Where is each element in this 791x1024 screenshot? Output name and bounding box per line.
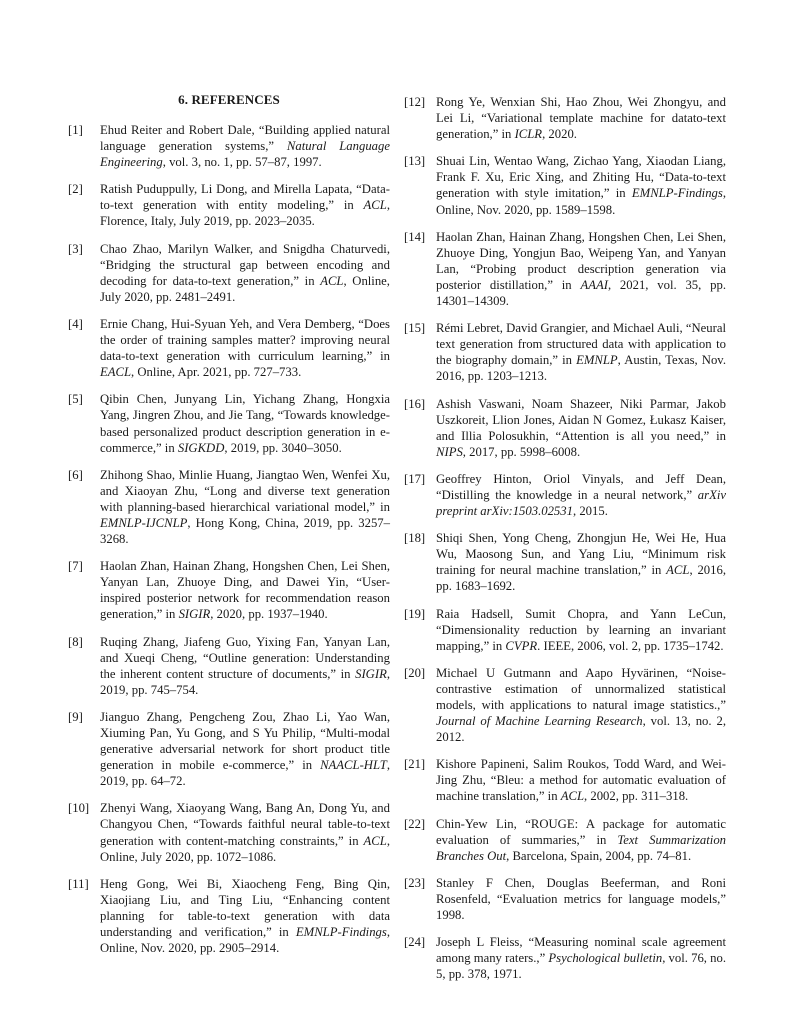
reference-entry bbox=[404, 153, 726, 217]
reference-entry bbox=[68, 709, 390, 789]
reference-entry bbox=[68, 558, 390, 622]
reference-venue: NIPS bbox=[436, 444, 463, 459]
reference-number: [2] bbox=[68, 182, 83, 197]
reference-text bbox=[100, 558, 390, 622]
reference-number: [12] bbox=[404, 95, 426, 109]
reference-entry bbox=[68, 634, 390, 698]
reference-entry bbox=[68, 391, 390, 455]
reference-details: , 2020. bbox=[542, 127, 577, 142]
reference-text bbox=[436, 320, 726, 384]
reference-citation: Michael U Gutmann and Aapo Hyvärinen, “Noise-contrastive estimation of unnormalized statistical models, with applications to natural image statistics.,” bbox=[436, 665, 726, 712]
reference-entry bbox=[404, 756, 726, 804]
reference-citation: Ashish Vaswani, Noam Shazeer, Niki Parmar, Jakob Uszkoreit, Llion Jones, Aidan N Gomez, Łukasz Kaiser, and Illia Polosukhin, “Attention is all you need,” in bbox=[436, 396, 726, 443]
reference-citation: Shuai Lin, Wentao Wang, Zichao Yang, Xiaodan Liang, Frank F. Xu, Eric Xing, and Zhiting Hu, “Data-to-text generation with style imitation,” in bbox=[436, 154, 726, 201]
reference-citation: Zhihong Shao, Minlie Huang, Jiangtao Wen, Wenfei Xu, and Xiaoyan Zhu, “Long and diverse text generation with planning-based hierarchical variational model,” in bbox=[100, 467, 390, 514]
reference-details: , Online, July 2020, pp. 2481–2491. bbox=[100, 273, 390, 304]
reference-venue: ACL bbox=[320, 273, 344, 288]
reference-venue: Natural Language Engineering bbox=[100, 139, 390, 170]
reference-entry bbox=[404, 530, 726, 594]
reference-citation: Ruqing Zhang, Jiafeng Guo, Yixing Fan, Yanyan Lan, and Xueqi Cheng, “Outline generation: Understanding the inherent content structure of documents,” in bbox=[100, 634, 390, 681]
reference-venue: NAACL-HLT bbox=[320, 758, 387, 773]
reference-text bbox=[436, 756, 726, 804]
reference-number: [1] bbox=[68, 123, 83, 137]
reference-number: [11] bbox=[68, 876, 89, 891]
reference-list-left bbox=[68, 122, 390, 956]
reference-venue: Text Summarization Branches Out bbox=[436, 832, 727, 863]
reference-number: [15] bbox=[404, 321, 426, 336]
reference-venue: arXiv preprint arXiv:1503.02531 bbox=[436, 487, 726, 519]
reference-details: , Online, Nov. 2020, pp. 2905–2914. bbox=[100, 925, 390, 956]
reference-entry bbox=[68, 876, 390, 956]
reference-text bbox=[436, 606, 726, 654]
reference-details: , 2020, pp. 1937–1940. bbox=[210, 607, 328, 622]
reference-citation: Haolan Zhan, Hainan Zhang, Hongshen Chen, Lei Shen, Yanyan Lan, Zhuoye Ding, and Dawei Yin, “User-inspired posterior network for recommendation reason generation,” in bbox=[100, 559, 390, 622]
reference-citation: Haolan Zhan, Hainan Zhang, Hongshen Chen, Lei Shen, Zhuoye Ding, Yongjun Bao, Weipeng Yan, and Yanyan Lan, “Probing product description generation via posterior distillation,” in bbox=[436, 229, 726, 292]
reference-text bbox=[436, 665, 726, 745]
reference-text bbox=[100, 241, 390, 305]
reference-details: , vol. 76, no. 5, pp. 378, 1971. bbox=[436, 951, 726, 982]
reference-details: , 2015. bbox=[572, 504, 608, 519]
reference-citation: Ernie Chang, Hui-Syuan Yeh, and Vera Demberg, “Does the order of training samples matter? improving neural data-to-text generation with curriculum learning,” in bbox=[100, 316, 390, 364]
reference-text bbox=[100, 467, 390, 547]
reference-details: , 2019, pp. 64–72. bbox=[100, 758, 390, 789]
reference-number: [19] bbox=[404, 606, 426, 621]
reference-entry bbox=[404, 816, 726, 864]
reference-details: , Online, Apr. 2021, pp. 727–733. bbox=[131, 365, 302, 380]
reference-number: [6] bbox=[68, 467, 83, 482]
reference-citation: Heng Gong, Wei Bi, Xiaocheng Feng, Bing Qin, Xiaojiang Liu, and Ting Liu, “Enhancing content planning for table-to-text generation with data understanding and verification,” in bbox=[100, 876, 390, 940]
reference-number: [3] bbox=[68, 241, 83, 256]
reference-details: , vol. 13, no. 2, 2012. bbox=[436, 714, 726, 745]
reference-text bbox=[100, 876, 390, 956]
reference-details: , 2021, vol. 35, pp. 14301–14309. bbox=[436, 277, 726, 309]
reference-details: . IEEE, 2006, vol. 2, pp. 1735–1742. bbox=[537, 638, 724, 653]
reference-entry bbox=[404, 934, 726, 982]
reference-entry bbox=[404, 665, 726, 745]
reference-entry bbox=[68, 800, 390, 864]
reference-text bbox=[436, 816, 726, 864]
reference-venue: EMNLP-IJCNLP bbox=[100, 515, 188, 530]
reference-details: , Online, Nov. 2020, pp. 1589–1598. bbox=[436, 186, 726, 217]
reference-number: [22] bbox=[404, 816, 426, 831]
reference-venue: EMNLP-Findings bbox=[295, 925, 387, 940]
reference-venue: ACL bbox=[560, 789, 585, 804]
reference-venue: SIGKDD bbox=[177, 440, 225, 455]
reference-entry bbox=[404, 606, 726, 654]
reference-details: , Barcelona, Spain, 2004, pp. 74–81. bbox=[506, 848, 692, 863]
reference-venue: EACL bbox=[100, 365, 132, 380]
reference-text bbox=[436, 229, 726, 309]
reference-citation: Shiqi Shen, Yong Cheng, Zhongjun He, Wei He, Hua Wu, Maosong Sun, and Yang Liu, “Minimum risk training for neural machine translation,” in bbox=[436, 531, 726, 578]
reference-citation: Jianguo Zhang, Pengcheng Zou, Zhao Li, Yao Wan, Xiuming Pan, Yu Gong, and S Yu Philip, “Multi-modal generative adversarial network for short product title generation in mobile e-commerce,” in bbox=[100, 709, 390, 773]
reference-text bbox=[100, 181, 390, 229]
reference-citation: Rong Ye, Wenxian Shi, Hao Zhou, Wei Zhongyu, and Lei Li, “Variational template machine for datato-text generation,” in bbox=[436, 95, 726, 142]
right-column bbox=[404, 94, 726, 982]
reference-citation: Chin-Yew Lin, “ROUGE: A package for automatic evaluation of summaries,” in bbox=[436, 816, 726, 847]
reference-citation: Joseph L Fleiss, “Measuring nominal scale agreement among many raters.,” bbox=[436, 935, 726, 966]
reference-citation: Zhenyi Wang, Xiaoyang Wang, Bang An, Dong Yu, and Changyou Chen, “Towards faithful neural table-to-text generation with content-matching constraints,” in bbox=[100, 801, 390, 848]
reference-entry bbox=[68, 181, 390, 229]
reference-details: , 2019, pp. 745–754. bbox=[100, 666, 390, 697]
reference-citation: Ehud Reiter and Robert Dale, “Building applied natural language generation systems,” bbox=[100, 123, 390, 154]
reference-details: , 2016, pp. 1683–1692. bbox=[436, 563, 726, 594]
reference-number: [21] bbox=[404, 757, 426, 772]
reference-details: , Online, July 2020, pp. 1072–1086. bbox=[100, 833, 390, 864]
reference-text bbox=[436, 153, 726, 217]
reference-citation: Chao Zhao, Marilyn Walker, and Snigdha Chaturvedi, “Bridging the structural gap between encoding and decoding for data-to-text generation,” in bbox=[100, 241, 390, 288]
reference-number: [20] bbox=[404, 665, 426, 680]
reference-number: [23] bbox=[404, 875, 426, 890]
left-column bbox=[68, 92, 390, 956]
reference-text bbox=[436, 934, 726, 982]
reference-entry bbox=[68, 316, 390, 380]
reference-citation: Qibin Chen, Junyang Lin, Yichang Zhang, Hongxia Yang, Jingren Zhou, and Jie Tang, “Towards knowledge-based personalized product description generation in e-commerce,” in bbox=[100, 392, 390, 455]
reference-venue: ACL bbox=[666, 563, 690, 578]
reference-details: , 2002, pp. 311–318. bbox=[584, 789, 689, 804]
reference-venue: EMNLP bbox=[576, 353, 618, 368]
reference-text bbox=[100, 709, 390, 789]
reference-text bbox=[100, 800, 390, 864]
reference-entry bbox=[404, 320, 726, 384]
reference-details: , vol. 3, no. 1, pp. 57–87, 1997. bbox=[162, 155, 322, 170]
section-heading: 6. REFERENCES bbox=[178, 92, 280, 107]
reference-text bbox=[100, 122, 390, 170]
reference-number: [5] bbox=[68, 392, 83, 407]
reference-venue: SIGIR bbox=[178, 607, 211, 622]
reference-text bbox=[100, 316, 390, 380]
reference-text bbox=[436, 530, 726, 594]
reference-entry bbox=[404, 396, 726, 460]
reference-number: [4] bbox=[68, 316, 83, 331]
reference-venue: AAAI bbox=[580, 277, 608, 292]
reference-number: [16] bbox=[404, 396, 426, 411]
reference-text bbox=[100, 391, 390, 455]
reference-citation: Ratish Puduppully, Li Dong, and Mirella Lapata, “Data-to-text generation with entity modeling,” in bbox=[100, 182, 390, 213]
reference-details: , Florence, Italy, July 2019, pp. 2023–2035. bbox=[100, 198, 390, 229]
reference-number: [18] bbox=[404, 531, 426, 546]
reference-details: , 2019, pp. 3040–3050. bbox=[224, 440, 342, 455]
reference-entry bbox=[68, 467, 390, 547]
reference-number: [8] bbox=[68, 634, 83, 649]
reference-details: , 2017, pp. 5998–6008. bbox=[462, 444, 581, 459]
reference-entry bbox=[68, 241, 390, 305]
reference-number: [10] bbox=[68, 801, 90, 816]
reference-text bbox=[436, 471, 726, 519]
reference-entry bbox=[68, 122, 390, 170]
reference-number: [13] bbox=[404, 154, 426, 169]
reference-text bbox=[436, 396, 726, 460]
reference-venue: Psychological bulletin bbox=[548, 951, 663, 966]
reference-text bbox=[436, 94, 726, 142]
reference-entry bbox=[404, 94, 726, 142]
reference-venue: Journal of Machine Learning Research bbox=[436, 714, 643, 729]
reference-citation: Geoffrey Hinton, Oriol Vinyals, and Jeff Dean, “Distilling the knowledge in a neural network,” bbox=[436, 471, 726, 502]
reference-details: , Hong Kong, China, 2019, pp. 3257–3268. bbox=[100, 515, 390, 547]
reference-venue: ACL bbox=[363, 833, 387, 848]
reference-list-right bbox=[404, 94, 726, 982]
reference-venue: ACL bbox=[363, 198, 387, 213]
reference-citation: Rémi Lebret, David Grangier, and Michael Auli, “Neural text generation from structured data with application to the biography domain,” in bbox=[436, 321, 726, 368]
reference-entry bbox=[404, 875, 726, 923]
reference-venue: CVPR bbox=[505, 638, 538, 653]
reference-number: [9] bbox=[68, 709, 83, 724]
reference-citation: Raia Hadsell, Sumit Chopra, and Yann LeCun, “Dimensionality reduction by learning an invariant mapping,” in bbox=[436, 606, 726, 653]
reference-details: , Austin, Texas, Nov. 2016, pp. 1203–1213. bbox=[436, 353, 726, 384]
reference-entry bbox=[404, 229, 726, 309]
reference-citation: Stanley F Chen, Douglas Beeferman, and Roni Rosenfeld, “Evaluation metrics for language models,” 1998. bbox=[436, 875, 726, 923]
reference-number: [7] bbox=[68, 559, 83, 574]
reference-text bbox=[100, 634, 390, 698]
reference-number: [17] bbox=[404, 471, 426, 486]
reference-number: [24] bbox=[404, 935, 426, 950]
reference-venue: SIGIR bbox=[355, 666, 387, 681]
reference-entry bbox=[404, 471, 726, 519]
reference-citation: Kishore Papineni, Salim Roukos, Todd Ward, and Wei-Jing Zhu, “Bleu: a method for automatic evaluation of machine translation,” in bbox=[436, 757, 726, 804]
reference-text bbox=[436, 875, 726, 923]
reference-number: [14] bbox=[404, 229, 426, 244]
reference-venue: ICLR bbox=[514, 127, 543, 142]
reference-venue: EMNLP-Findings bbox=[631, 186, 723, 201]
